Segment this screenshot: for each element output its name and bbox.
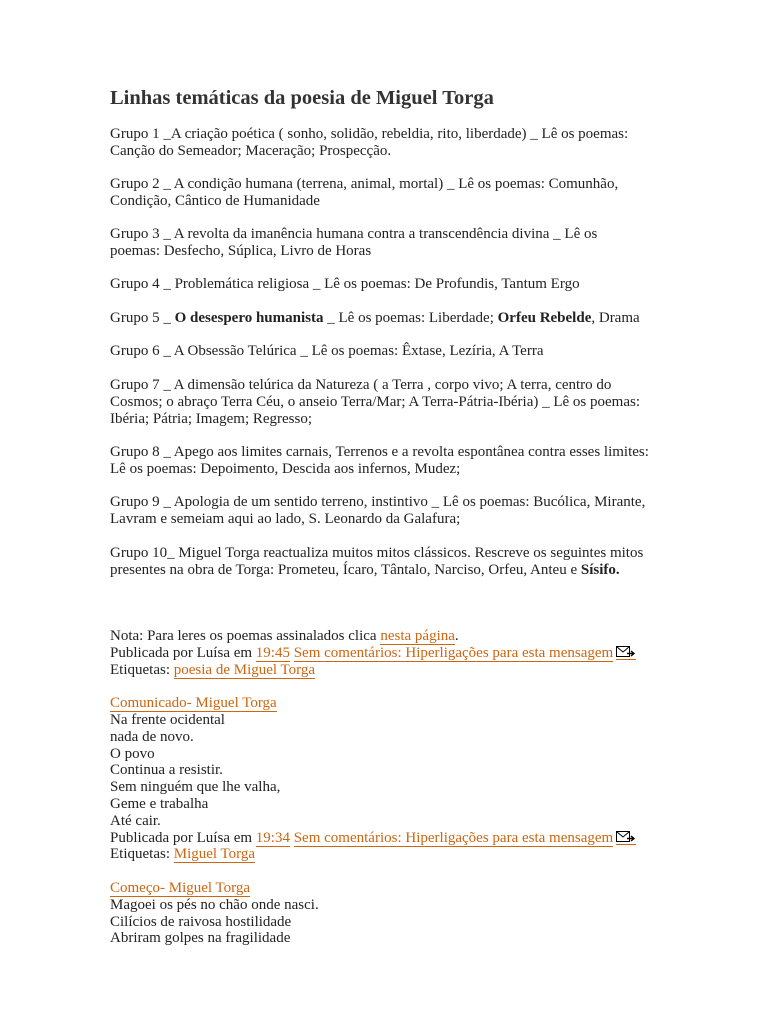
group-9-paragraph: Grupo 9 _ Apologia de um sentido terreno, instintivo _ Lê os poemas: Bucólica, Mirante, Lavram e semeiam aqui ao lado, S. Leonardo da Galafura; [110,494,646,527]
group-7-paragraph: Grupo 7 _ A dimensão telúrica da Natureza ( a Terra , corpo vivo; A terra, centro do Cosmos; o abraço Terra Céu, o anseio Terra/Mar; A Terra-Pátria-Ibéria) _ Lê os poemas: Ibéria; Pátria; Imagem; Regresso; [110,377,641,427]
poem-line: Abriram golpes na fragilidade [110,930,291,947]
links-label: Hiperligações para esta mensagem [405,644,614,661]
published-by: Publicada por Luísa em [110,829,256,846]
poem-line: Sem ninguém que lhe valha, [110,779,281,796]
note-end: . [454,628,459,644]
post-footer [110,645,670,662]
note-line [110,628,670,645]
group-4-paragraph: Grupo 4 _ Problemática religiosa _ Lê os poemas: De Profundis, Tantum Ergo [110,276,580,292]
group-3-paragraph: Grupo 3 _ A revolta da imanência humana contra a transcendência divina _ Lê os poemas: Desfecho, Súplica, Livro de Horas [110,226,598,259]
post-time-link[interactable]: 19:34 [255,829,290,846]
note-text: Nota: Para leres os poemas assinalados clica [110,628,381,644]
comments-count: Sem comentários: [293,644,402,661]
group-10-bold: Sísifo. [580,562,620,578]
post-title [110,880,670,897]
poem-line: Cilícios de raivosa hostilidade [110,913,292,930]
email-post-icon[interactable] [616,831,636,845]
poem-line: Até cair. [110,812,161,829]
poem-line: Geme e trabalha [110,795,209,812]
group-5-bold-poem: Orfeu Rebelde [497,310,592,326]
post-title-link[interactable]: Comunicado- Miguel Torga [110,695,277,712]
post-title [110,695,670,712]
post-footer [110,830,670,847]
group-2-paragraph: Grupo 2 _ A condição humana (terrena, animal, mortal) _ Lê os poemas: Comunhão, Condição, Cântico de Humanidade [110,176,619,209]
links-label: Hiperligações para esta mensagem [405,829,614,846]
group-5-suffix: , Drama [591,310,640,326]
email-post-icon[interactable] [616,646,636,660]
group-10-text: Grupo 10_ Miguel Torga reactualiza muitos mitos clássicos. Rescreve os seguintes mitos presentes na obra de Torga: Prometeu, Ícaro, Tântalo, Narciso, Orfeu, Anteu e [110,545,644,578]
label-link[interactable]: poesia de Miguel Torga [173,661,316,678]
post-title-link[interactable]: Começo- Miguel Torga [110,879,251,896]
post-time-link[interactable]: 19:45 [255,644,290,661]
group-5-middle: _ Lê os poemas: Liberdade; [323,310,498,326]
poem-line: Magoei os pés no chão onde nasci. [110,896,319,913]
envelope-icon [616,831,636,843]
poem-line: nada de novo. [110,728,194,745]
comments-count: Sem comentários: [293,829,402,846]
post-labels [110,662,670,679]
group-6-paragraph: Grupo 6 _ A Obsessão Telúrica _ Lê os poemas: Êxtase, Lezíria, A Terra [110,343,544,359]
group-1-paragraph: Grupo 1 _A criação poética ( sonho, solidão, rebeldia, rito, liberdade) _ Lê os poemas: Canção do Semeador; Maceração; Prospecção. [110,126,629,159]
labels-prefix: Etiquetas: [110,661,174,678]
comments-link[interactable] [294,830,613,847]
group-5-bold-theme: O desespero humanista [174,310,324,326]
published-by: Publicada por Luísa em [110,644,256,661]
envelope-icon [616,646,636,658]
page-title: Linhas temáticas da poesia de Miguel Torga [110,87,494,109]
comments-link[interactable] [294,645,613,662]
blog-post-list [110,628,670,947]
group-5-paragraph [110,310,650,327]
poem-line: Continua a resistir. [110,762,223,779]
label-link[interactable]: Miguel Torga [173,846,256,863]
poem-line: O povo [110,745,155,762]
note-link[interactable]: nesta página [380,628,455,644]
labels-prefix: Etiquetas: [110,846,174,863]
poem-line: Na frente ocidental [110,711,225,728]
post-labels [110,846,670,863]
group-5-prefix: Grupo 5 _ [110,310,175,326]
group-8-paragraph: Grupo 8 _ Apego aos limites carnais, Terrenos e a revolta espontânea contra esses limites: Lê os poemas: Depoimento, Descida aos infernos, Mudez; [110,444,649,477]
group-10-paragraph [110,545,650,579]
